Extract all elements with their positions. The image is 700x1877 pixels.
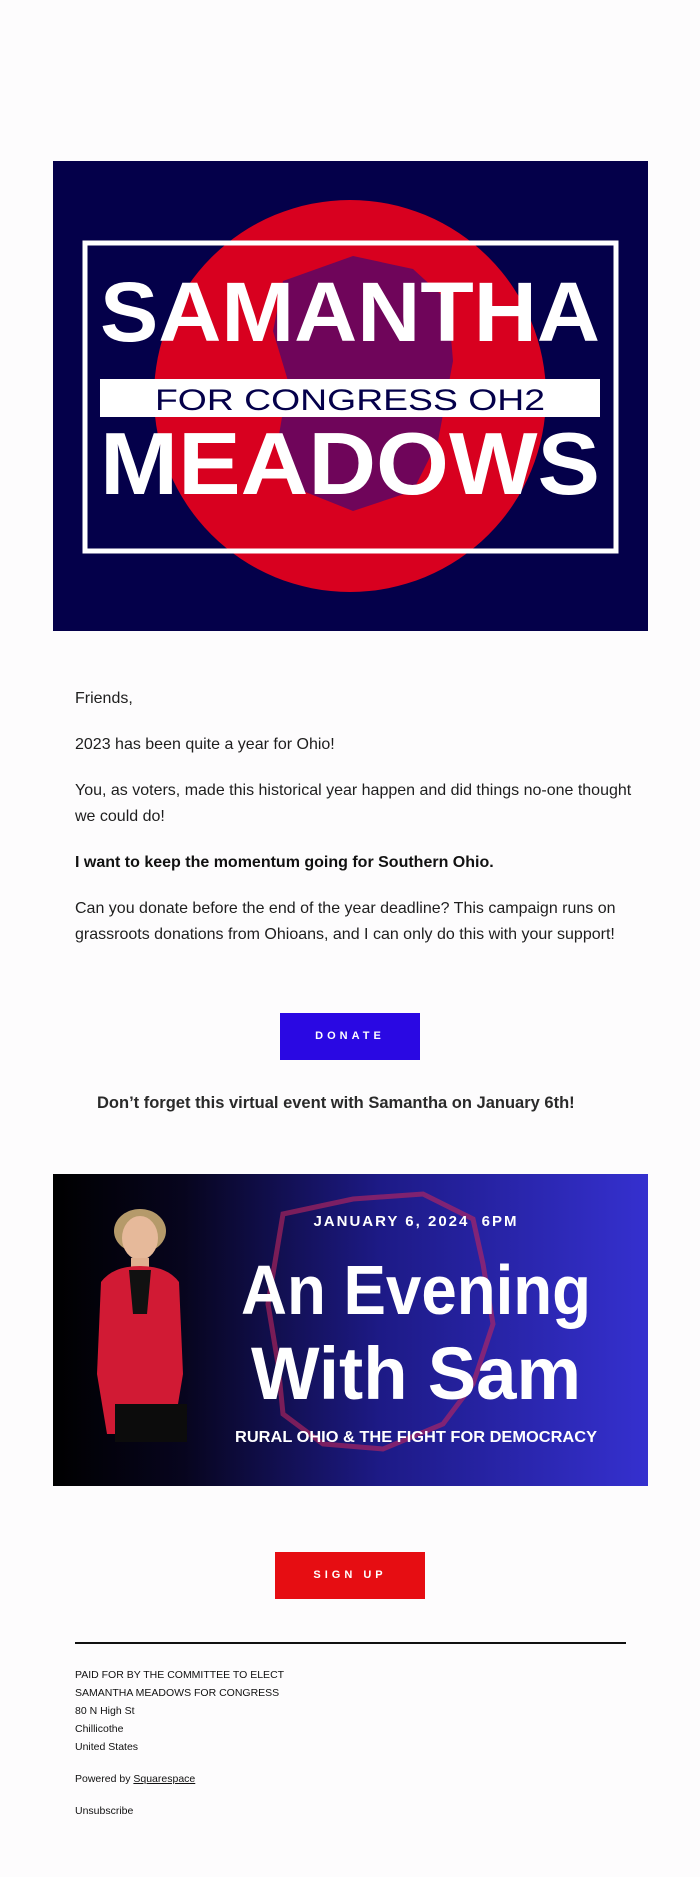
event-banner-image (53, 1174, 648, 1486)
footer-address (75, 1666, 284, 1756)
unsubscribe-link[interactable]: Unsubscribe (75, 1805, 134, 1817)
address-country: United States (75, 1741, 139, 1753)
event-tagline: RURAL OHIO & THE FIGHT FOR DEMOCRACY (235, 1429, 598, 1446)
donate-button[interactable]: DONATE (280, 1013, 420, 1060)
event-title-line-2: With Sam (251, 1332, 581, 1415)
letter-paragraph-3: I want to keep the momentum going for Southern Ohio. (75, 854, 494, 871)
footer (75, 1666, 284, 1820)
letter-body (75, 686, 635, 968)
paid-for-line-1: PAID FOR BY THE COMMITTEE TO ELECT (75, 1669, 285, 1681)
event-date: JANUARY 6, 2024 6PM (313, 1213, 519, 1230)
sign-up-button[interactable]: SIGN UP (275, 1552, 425, 1599)
campaign-logo-graphic (53, 161, 648, 631)
event-reminder-text: Don’t forget this virtual event with Samantha on January 6th! (97, 1094, 575, 1112)
event-banner-graphic (53, 1174, 648, 1486)
address-city: Chillicothe (75, 1723, 124, 1735)
campaign-logo-image (53, 161, 648, 631)
powered-by (75, 1770, 284, 1788)
letter-paragraph-2: You, as voters, made this historical year happen and did things no-one thought we could do! (75, 782, 632, 825)
powered-by-prefix: Powered by (75, 1773, 134, 1785)
letter-paragraph-1: 2023 has been quite a year for Ohio! (75, 736, 335, 753)
letter-greeting: Friends, (75, 690, 133, 707)
letter-paragraph-4: Can you donate before the end of the year deadline? This campaign runs on grassroots donations from Ohioans, and I can only do this with your support! (75, 900, 616, 943)
footer-divider (75, 1642, 626, 1644)
squarespace-link[interactable]: Squarespace (133, 1773, 196, 1785)
address-street: 80 N High St (75, 1705, 135, 1717)
logo-last-name: MEADOWS (100, 414, 600, 513)
paid-for-line-2: SAMANTHA MEADOWS FOR CONGRESS (75, 1687, 280, 1699)
logo-subtitle: FOR CONGRESS OH2 (155, 384, 545, 417)
event-title-line-1: An Evening (241, 1251, 591, 1329)
logo-first-name: SAMANTHA (100, 265, 600, 359)
